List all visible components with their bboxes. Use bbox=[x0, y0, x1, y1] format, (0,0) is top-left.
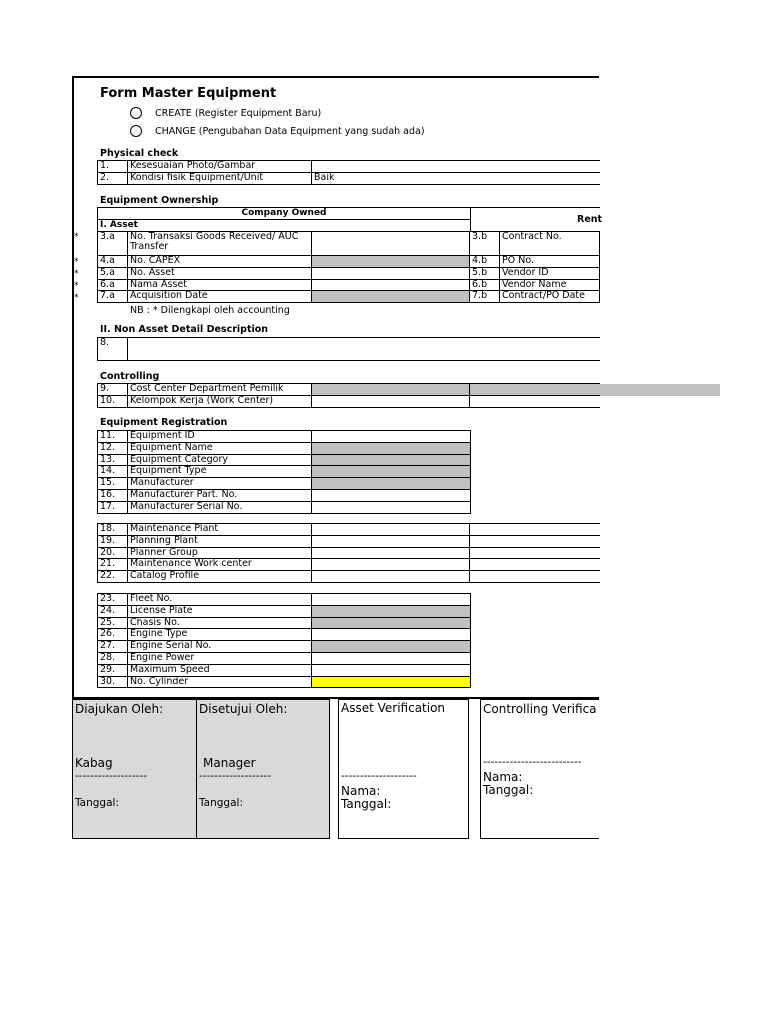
controlling-heading: Controlling bbox=[100, 371, 160, 382]
option-change-label: CHANGE (Pengubahan Data Equipment yang sudah ada) bbox=[155, 125, 425, 137]
registration-table-3 bbox=[97, 593, 471, 688]
row-number: 9. bbox=[98, 384, 128, 396]
row-number: 4.b bbox=[470, 256, 500, 268]
row-number: 6.b bbox=[470, 279, 500, 291]
row-number: 3.a bbox=[98, 232, 128, 256]
controlling-verification-label: Controlling Verifica bbox=[483, 702, 597, 716]
po-no-label: PO No. bbox=[500, 256, 600, 268]
controlling-table bbox=[97, 383, 600, 408]
accounting-star: * bbox=[74, 293, 79, 303]
table-row bbox=[98, 559, 600, 571]
row-label: No. CAPEX bbox=[128, 256, 312, 268]
cost-center-field[interactable] bbox=[312, 384, 470, 396]
row-label: Equipment ID bbox=[128, 431, 312, 443]
signature-line: ------------------- bbox=[199, 770, 271, 782]
table-row bbox=[98, 547, 600, 559]
signature-line: -------------------------- bbox=[483, 756, 582, 768]
row-label: Kondisi fisik Equipment/Unit bbox=[128, 172, 312, 184]
row-number: 7.b bbox=[470, 291, 500, 303]
row-number: 25. bbox=[98, 617, 128, 629]
row-label: Nama Asset bbox=[128, 279, 312, 291]
chasis-no-field[interactable] bbox=[312, 617, 471, 629]
table-row bbox=[98, 442, 471, 454]
approved-by-box[interactable] bbox=[196, 699, 330, 839]
row-label-line2: Transfer bbox=[130, 241, 169, 252]
accounting-star: * bbox=[74, 269, 79, 279]
table-row bbox=[98, 594, 471, 606]
vendor-name-label: Vendor Name bbox=[500, 279, 600, 291]
row-number: 3.b bbox=[470, 232, 500, 256]
row-label: Equipment Type bbox=[128, 466, 312, 478]
capex-field[interactable] bbox=[312, 256, 470, 268]
table-row bbox=[98, 501, 471, 513]
physical-check-table bbox=[97, 160, 600, 185]
row-label: Manufacturer Serial No. bbox=[128, 501, 312, 513]
rent-label: Rent bbox=[577, 214, 603, 225]
table-row bbox=[98, 605, 471, 617]
row-label: Planner Group bbox=[128, 547, 312, 559]
radio-change-icon[interactable] bbox=[130, 125, 142, 137]
acquisition-date-field[interactable] bbox=[312, 291, 470, 303]
cost-center-desc-field[interactable] bbox=[470, 384, 600, 396]
vendor-id-label: Vendor ID bbox=[500, 267, 600, 279]
option-create[interactable] bbox=[130, 107, 321, 119]
row-number: 4.a bbox=[98, 256, 128, 268]
row-label: Maintenance Work center bbox=[128, 559, 312, 571]
row-number: 20. bbox=[98, 547, 128, 559]
row-label: Engine Power bbox=[128, 652, 312, 664]
row-label: Maximum Speed bbox=[128, 664, 312, 676]
controlling-gray-extension bbox=[599, 384, 720, 396]
table-row bbox=[98, 466, 471, 478]
table-row bbox=[98, 172, 600, 184]
gr-transaction-field[interactable] bbox=[312, 232, 470, 256]
fleet-no-field[interactable] bbox=[312, 594, 471, 606]
row-label: Chasis No. bbox=[128, 617, 312, 629]
row-number: 27. bbox=[98, 641, 128, 653]
row-label: Maintenance Plant bbox=[128, 524, 312, 536]
equipment-name-field[interactable] bbox=[312, 442, 471, 454]
row-number: 13. bbox=[98, 454, 128, 466]
engine-type-field[interactable] bbox=[312, 629, 471, 641]
form-border-top bbox=[72, 76, 599, 78]
license-plate-field[interactable] bbox=[312, 605, 471, 617]
row-number: 26. bbox=[98, 629, 128, 641]
physical-condition-field[interactable]: Baik bbox=[312, 172, 600, 184]
row-number: 28. bbox=[98, 652, 128, 664]
form-title: Form Master Equipment bbox=[100, 86, 277, 101]
date-label: Tanggal: bbox=[75, 797, 119, 809]
submitted-role: Kabag bbox=[75, 756, 113, 770]
table-row bbox=[98, 279, 600, 291]
approved-by-label: Disetujui Oleh: bbox=[199, 702, 288, 716]
row-number: 19. bbox=[98, 535, 128, 547]
row-number: 15. bbox=[98, 478, 128, 490]
ownership-heading: Equipment Ownership bbox=[100, 195, 219, 206]
row-number: 11. bbox=[98, 431, 128, 443]
name-label: Nama: bbox=[341, 784, 381, 798]
table-row bbox=[98, 232, 600, 256]
maintenance-plant-field[interactable] bbox=[312, 524, 470, 536]
table-row bbox=[98, 395, 600, 407]
work-center-desc[interactable] bbox=[470, 559, 600, 571]
planning-plant-field[interactable] bbox=[312, 535, 470, 547]
equipment-type-field[interactable] bbox=[312, 466, 471, 478]
signature-line: ------------------- bbox=[75, 770, 147, 782]
rent-header bbox=[470, 207, 603, 232]
row-number: 22. bbox=[98, 571, 128, 583]
table-row bbox=[98, 384, 600, 396]
contract-date-label: Contract/PO Date bbox=[500, 291, 600, 303]
accounting-star: * bbox=[74, 281, 79, 291]
non-asset-table bbox=[97, 337, 600, 361]
table-row bbox=[98, 338, 600, 361]
row-label-line1: No. Transaksi Goods Received/ AUC bbox=[130, 231, 299, 242]
approved-role: Manager bbox=[203, 756, 256, 770]
row-label: Kelompok Kerja (Work Center) bbox=[128, 395, 312, 407]
row-label: Kesesuaian Photo/Gambar bbox=[128, 161, 312, 173]
row-label: Manufacturer bbox=[128, 478, 312, 490]
manufacturer-part-no-field[interactable] bbox=[312, 489, 471, 501]
table-row bbox=[98, 431, 471, 443]
option-change[interactable] bbox=[130, 125, 425, 137]
equipment-id-field[interactable] bbox=[312, 431, 471, 443]
row-label: No. Cylinder bbox=[128, 676, 312, 688]
work-center-desc-field[interactable] bbox=[470, 395, 600, 407]
table-row bbox=[98, 676, 471, 688]
table-row bbox=[98, 161, 600, 173]
company-owned-label: Company Owned bbox=[98, 208, 471, 220]
row-label: Engine Serial No. bbox=[128, 641, 312, 653]
asset-verification-box[interactable] bbox=[338, 699, 469, 839]
table-row bbox=[98, 454, 471, 466]
planner-group-desc[interactable] bbox=[470, 547, 600, 559]
radio-create-icon[interactable] bbox=[130, 107, 142, 119]
row-number: 17. bbox=[98, 501, 128, 513]
row-label: License Plate bbox=[128, 605, 312, 617]
row-label: Cost Center Department Pemilik bbox=[128, 384, 312, 396]
row-label: Engine Type bbox=[128, 629, 312, 641]
row-number: 5.b bbox=[470, 267, 500, 279]
row-label: Equipment Name bbox=[128, 442, 312, 454]
row-label: Equipment Category bbox=[128, 454, 312, 466]
row-number: 30. bbox=[98, 676, 128, 688]
table-row bbox=[98, 256, 600, 268]
asset-heading: I. Asset bbox=[98, 219, 471, 231]
row-number: 8. bbox=[98, 338, 128, 361]
asset-no-field[interactable] bbox=[312, 267, 470, 279]
planning-plant-desc[interactable] bbox=[470, 535, 600, 547]
row-label: Manufacturer Part. No. bbox=[128, 489, 312, 501]
table-row bbox=[98, 571, 600, 583]
accounting-note: NB : * Dilengkapi oleh accounting bbox=[130, 305, 290, 316]
row-number: 12. bbox=[98, 442, 128, 454]
date-label: Tanggal: bbox=[199, 797, 243, 809]
row-number: 21. bbox=[98, 559, 128, 571]
submitted-by-box[interactable] bbox=[72, 699, 197, 839]
table-row bbox=[98, 291, 600, 303]
row-number: 7.a bbox=[98, 291, 128, 303]
table-row bbox=[98, 664, 471, 676]
engine-serial-no-field[interactable] bbox=[312, 641, 471, 653]
asset-name-field[interactable] bbox=[312, 279, 470, 291]
work-center-field[interactable] bbox=[312, 395, 470, 407]
accounting-star: * bbox=[74, 232, 79, 242]
row-number: 16. bbox=[98, 489, 128, 501]
planner-group-field[interactable] bbox=[312, 547, 470, 559]
row-number: 24. bbox=[98, 605, 128, 617]
table-row bbox=[98, 535, 600, 547]
table-row bbox=[98, 617, 471, 629]
registration-heading: Equipment Registration bbox=[100, 417, 228, 428]
signature-line: -------------------- bbox=[341, 770, 417, 782]
work-center-field[interactable] bbox=[312, 559, 470, 571]
row-label: Catalog Profile bbox=[128, 571, 312, 583]
asset-verification-label: Asset Verification bbox=[341, 701, 446, 715]
table-row bbox=[98, 524, 600, 536]
engine-power-field[interactable] bbox=[312, 652, 471, 664]
photo-match-field[interactable] bbox=[312, 161, 600, 173]
contract-no-label: Contract No. bbox=[500, 232, 600, 256]
registration-table-1 bbox=[97, 430, 471, 514]
row-label: Fleet No. bbox=[128, 594, 312, 606]
date-label: Tanggal: bbox=[341, 797, 392, 811]
row-number: 14. bbox=[98, 466, 128, 478]
row-number: 2. bbox=[98, 172, 128, 184]
maintenance-plant-desc[interactable] bbox=[470, 524, 600, 536]
row-label: Planning Plant bbox=[128, 535, 312, 547]
table-row bbox=[98, 641, 471, 653]
row-label bbox=[128, 232, 312, 256]
table-row bbox=[98, 489, 471, 501]
row-number: 6.a bbox=[98, 279, 128, 291]
row-number: 29. bbox=[98, 664, 128, 676]
ownership-table bbox=[97, 231, 600, 303]
max-speed-field[interactable] bbox=[312, 664, 471, 676]
date-label: Tanggal: bbox=[483, 783, 534, 797]
catalog-profile-field[interactable] bbox=[312, 571, 470, 583]
manufacturer-field[interactable] bbox=[312, 478, 471, 490]
equipment-category-field[interactable] bbox=[312, 454, 471, 466]
registration-table-2 bbox=[97, 523, 600, 583]
catalog-profile-desc[interactable] bbox=[470, 571, 600, 583]
table-row bbox=[98, 478, 471, 490]
table-row bbox=[98, 629, 471, 641]
row-number: 5.a bbox=[98, 267, 128, 279]
row-label: No. Asset bbox=[128, 267, 312, 279]
form-border-left bbox=[72, 76, 74, 699]
company-owned-header bbox=[97, 207, 471, 232]
manufacturer-serial-no-field[interactable] bbox=[312, 501, 471, 513]
submitted-by-label: Diajukan Oleh: bbox=[75, 702, 164, 716]
row-label: Acquisition Date bbox=[128, 291, 312, 303]
name-label: Nama: bbox=[483, 770, 523, 784]
row-number: 23. bbox=[98, 594, 128, 606]
controlling-verification-box[interactable] bbox=[480, 699, 599, 839]
non-asset-heading: II. Non Asset Detail Description bbox=[100, 324, 269, 335]
no-cylinder-field[interactable] bbox=[312, 676, 471, 688]
accounting-star: * bbox=[74, 257, 79, 267]
row-number: 18. bbox=[98, 524, 128, 536]
option-create-label: CREATE (Register Equipment Baru) bbox=[155, 107, 322, 119]
row-number: 10. bbox=[98, 395, 128, 407]
row-number: 1. bbox=[98, 161, 128, 173]
physical-check-heading: Physical check bbox=[100, 148, 179, 159]
table-row bbox=[98, 652, 471, 664]
table-row bbox=[98, 267, 600, 279]
non-asset-description-field[interactable] bbox=[128, 338, 600, 361]
